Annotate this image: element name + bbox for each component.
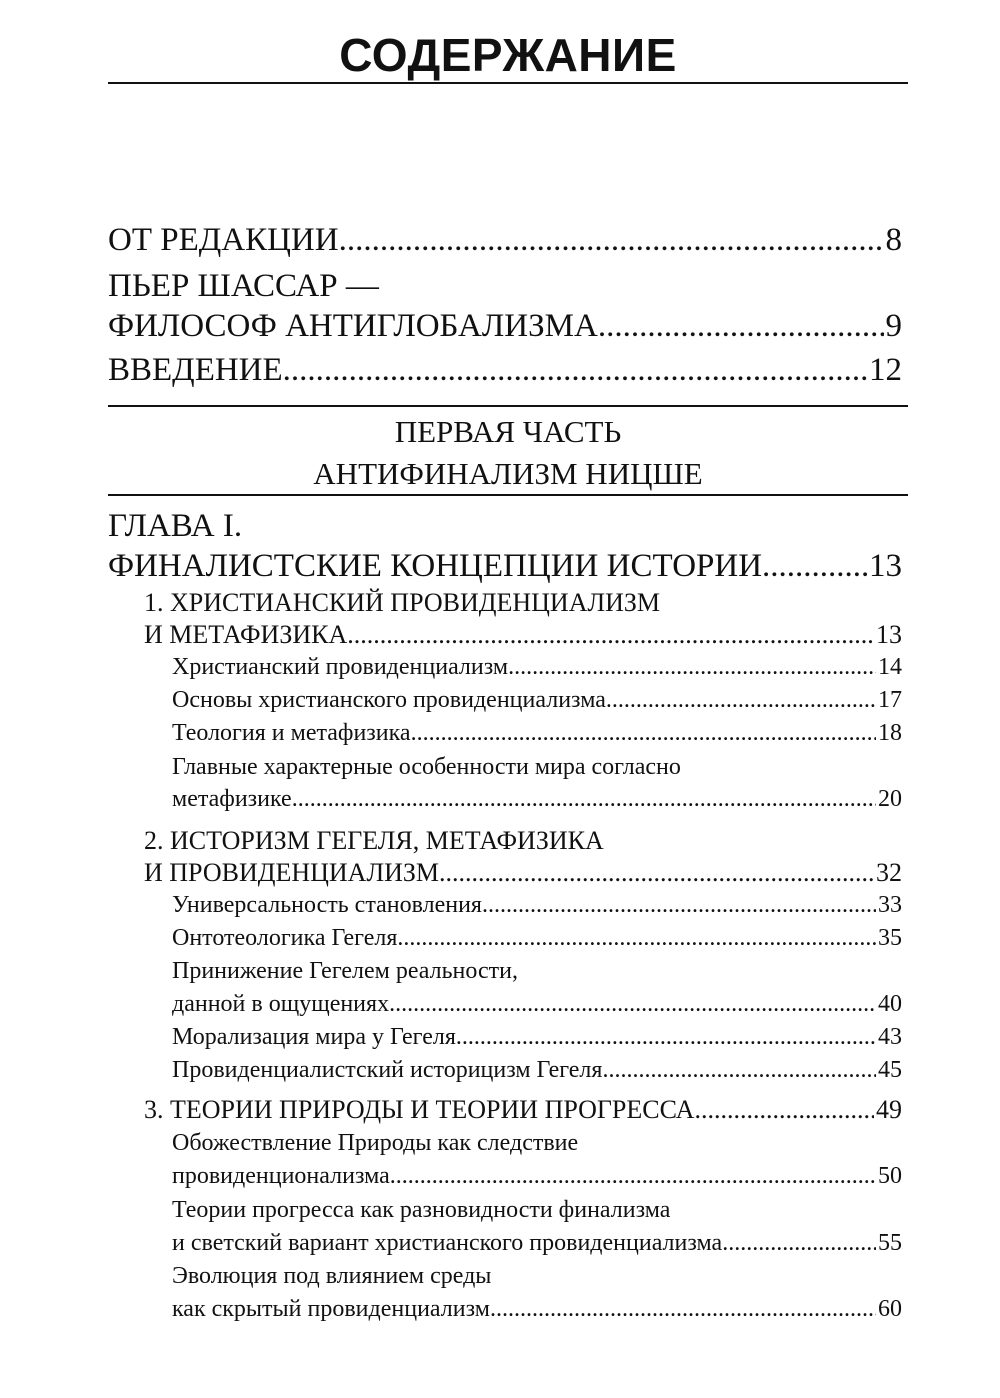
toc-entry-line: Главные характерные особенности мира согласно bbox=[172, 754, 681, 780]
contents-page bbox=[108, 0, 908, 1398]
toc-entry-subsection bbox=[172, 720, 902, 747]
toc-entry-subsection bbox=[172, 654, 902, 681]
toc-entry-subsection bbox=[172, 1057, 902, 1084]
toc-entry-chapter bbox=[108, 548, 902, 585]
toc-page-number: 13 bbox=[869, 548, 902, 584]
toc-entry-introduction bbox=[108, 352, 902, 389]
toc-entry-subsection bbox=[172, 1024, 902, 1051]
toc-entry-subsection bbox=[172, 892, 902, 919]
part-rule-bottom bbox=[108, 494, 908, 496]
toc-entry-section bbox=[144, 1095, 902, 1125]
toc-entry-title: Универсальность становления bbox=[172, 892, 482, 918]
toc-entry-title: метафизике bbox=[172, 786, 292, 812]
toc-page-number: 8 bbox=[885, 222, 902, 258]
section-title-line: 2. ИСТОРИЗМ ГЕГЕЛЯ, МЕТАФИЗИКА bbox=[144, 826, 604, 855]
leader-dots bbox=[606, 687, 876, 714]
part-rule-top bbox=[108, 405, 908, 407]
toc-page-number: 17 bbox=[878, 687, 902, 713]
toc-entry-title: и светский вариант христианского провиденциализма bbox=[172, 1230, 723, 1256]
toc-page-number: 35 bbox=[878, 925, 902, 951]
toc-page-number: 20 bbox=[878, 786, 902, 812]
toc-entry-title: Онтотеологика Гегеля bbox=[172, 925, 398, 951]
toc-entry-title: провиденционализма bbox=[172, 1163, 390, 1189]
leader-dots bbox=[283, 352, 867, 389]
part-heading-line2: АНТИФИНАЛИЗМ НИЦШЕ bbox=[313, 456, 703, 491]
toc-entry-title: Христианский провиденциализм bbox=[172, 654, 509, 680]
toc-entry-line: Принижение Гегелем реальности, bbox=[172, 958, 518, 984]
leader-dots bbox=[490, 1296, 876, 1323]
toc-page-number: 14 bbox=[878, 654, 902, 680]
toc-entry-section bbox=[144, 620, 902, 650]
leader-dots bbox=[397, 925, 876, 952]
leader-dots bbox=[347, 620, 874, 650]
toc-entry-title: ФИЛОСОФ АНТИГЛОБАЛИЗМА bbox=[108, 308, 598, 344]
title-rule bbox=[108, 82, 908, 84]
toc-page-number: 43 bbox=[878, 1024, 902, 1050]
section-title-line: 1. ХРИСТИАНСКИЙ ПРОВИДЕНЦИАЛИЗМ bbox=[144, 588, 661, 617]
toc-entry-title: как скрытый провиденциализм bbox=[172, 1296, 490, 1322]
part-heading-line1: ПЕРВАЯ ЧАСТЬ bbox=[394, 414, 622, 449]
toc-entry-subsection bbox=[172, 786, 902, 813]
toc-entry-section bbox=[144, 858, 902, 888]
leader-dots bbox=[456, 1024, 876, 1051]
leader-dots bbox=[722, 1230, 876, 1257]
page-title: СОДЕРЖАНИЕ bbox=[339, 29, 677, 81]
leader-dots bbox=[762, 548, 867, 585]
leader-dots bbox=[390, 1163, 876, 1190]
toc-entry-title: Теология и метафизика bbox=[172, 720, 411, 746]
toc-page-number: 18 bbox=[878, 720, 902, 746]
toc-entry-title: И ПРОВИДЕНЦИАЛИЗМ bbox=[144, 858, 440, 887]
toc-entry-subsection bbox=[172, 1296, 902, 1323]
toc-entry-line: Эволюция под влиянием среды bbox=[172, 1263, 492, 1289]
leader-dots bbox=[389, 991, 876, 1018]
toc-entry-title: И МЕТАФИЗИКА bbox=[144, 620, 348, 649]
leader-dots bbox=[482, 892, 876, 919]
toc-page-number: 13 bbox=[876, 620, 902, 649]
toc-page-number: 9 bbox=[885, 308, 902, 344]
toc-entry-subsection bbox=[172, 1230, 902, 1257]
toc-entry-editorial bbox=[108, 222, 902, 259]
toc-entry-line: ПЬЕР ШАССАР — bbox=[108, 268, 379, 304]
toc-entry-title: 3. ТЕОРИИ ПРИРОДЫ И ТЕОРИИ ПРОГРЕССА bbox=[144, 1095, 695, 1124]
leader-dots bbox=[339, 222, 884, 259]
leader-dots bbox=[602, 1057, 876, 1084]
toc-entry-title: ОТ РЕДАКЦИИ bbox=[108, 222, 339, 258]
toc-page-number: 55 bbox=[878, 1230, 902, 1256]
toc-entry-title: Провиденциалистский историцизм Гегеля bbox=[172, 1057, 603, 1083]
toc-entry-title: данной в ощущениях bbox=[172, 991, 390, 1017]
toc-page-number: 33 bbox=[878, 892, 902, 918]
toc-entry-title: Морализация мира у Гегеля bbox=[172, 1024, 456, 1050]
toc-entry-subsection bbox=[172, 991, 902, 1018]
chapter-label: ГЛАВА I. bbox=[108, 508, 243, 544]
leader-dots bbox=[292, 786, 876, 813]
leader-dots bbox=[694, 1095, 874, 1125]
toc-page-number: 32 bbox=[876, 858, 902, 887]
leader-dots bbox=[598, 308, 884, 345]
toc-entry-subsection bbox=[172, 1163, 902, 1190]
toc-page-number: 60 bbox=[878, 1296, 902, 1322]
toc-entry-title: ВВЕДЕНИЕ bbox=[108, 352, 283, 388]
toc-entry-subsection bbox=[172, 925, 902, 952]
toc-page-number: 40 bbox=[878, 991, 902, 1017]
toc-entry-title: Основы христианского провиденциализма bbox=[172, 687, 606, 713]
toc-entry-line: Теории прогресса как разновидности финализма bbox=[172, 1197, 671, 1223]
toc-entry-subsection bbox=[172, 687, 902, 714]
toc-entry-chassard bbox=[108, 308, 902, 345]
toc-entry-line: Обожествление Природы как следствие bbox=[172, 1130, 579, 1156]
leader-dots bbox=[411, 720, 876, 747]
toc-page-number: 49 bbox=[876, 1095, 902, 1124]
toc-page-number: 12 bbox=[869, 352, 902, 388]
leader-dots bbox=[439, 858, 874, 888]
toc-page-number: 50 bbox=[878, 1163, 902, 1189]
toc-entry-title: ФИНАЛИСТСКИЕ КОНЦЕПЦИИ ИСТОРИИ bbox=[108, 548, 763, 584]
toc-page-number: 45 bbox=[878, 1057, 902, 1083]
leader-dots bbox=[508, 654, 876, 681]
